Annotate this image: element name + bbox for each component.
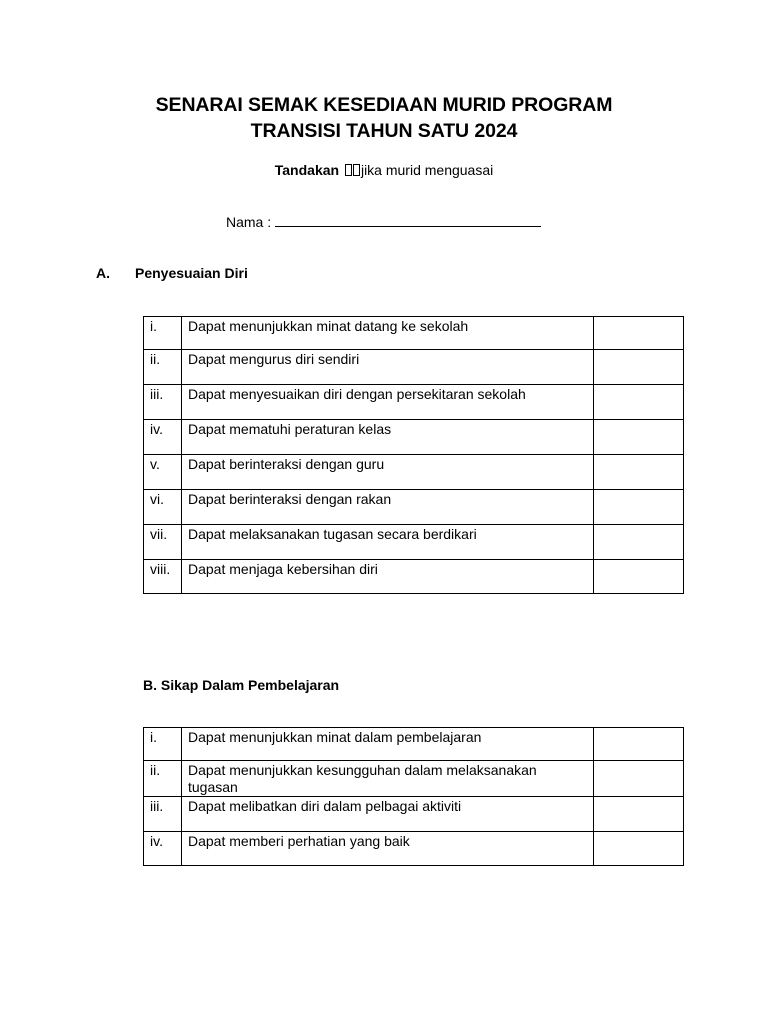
instruction-text [0, 160, 768, 180]
item-text: Dapat berinteraksi dengan guru [182, 455, 594, 490]
item-number: iii. [144, 797, 182, 832]
item-text: Dapat melibatkan diri dalam pelbagai aktiviti [182, 797, 594, 832]
instruction-bold: Tandakan [274, 162, 340, 178]
section-a-letter: A. [96, 265, 110, 281]
table-row [144, 455, 684, 490]
item-text: Dapat mematuhi peraturan kelas [182, 420, 594, 455]
check-cell[interactable] [594, 420, 684, 455]
table-row [144, 525, 684, 560]
item-text: Dapat menyesuaikan diri dengan persekitaran sekolah [182, 385, 594, 420]
check-cell[interactable] [594, 317, 684, 350]
item-text: Dapat menunjukkan minat datang ke sekolah [182, 317, 594, 350]
item-number: iv. [144, 420, 182, 455]
item-text: Dapat memberi perhatian yang baik [182, 832, 594, 866]
item-number: i. [144, 728, 182, 761]
check-cell[interactable] [594, 385, 684, 420]
item-number: ii. [144, 761, 182, 797]
check-cell[interactable] [594, 560, 684, 594]
item-number: iv. [144, 832, 182, 866]
table-row [144, 385, 684, 420]
table-row [144, 797, 684, 832]
table-row [144, 317, 684, 350]
check-cell[interactable] [594, 350, 684, 385]
check-cell[interactable] [594, 525, 684, 560]
table-row [144, 560, 684, 594]
check-cell[interactable] [594, 728, 684, 761]
item-text: Dapat berinteraksi dengan rakan [182, 490, 594, 525]
item-number: v. [144, 455, 182, 490]
document-title-line-1: SENARAI SEMAK KESEDIAAN MURID PROGRAM [155, 94, 613, 116]
check-cell[interactable] [594, 797, 684, 832]
section-b-title: B. Sikap Dalam Pembelajaran [143, 677, 340, 693]
table-row [144, 490, 684, 525]
table-row [144, 350, 684, 385]
section-b-checklist-table [143, 727, 684, 866]
item-number: vii. [144, 525, 182, 560]
item-number: iii. [144, 385, 182, 420]
item-text: Dapat mengurus diri sendiri [182, 350, 594, 385]
table-row [144, 761, 684, 797]
check-cell[interactable] [594, 832, 684, 866]
item-number: ii. [144, 350, 182, 385]
section-a-title: Penyesuaian Diri [135, 265, 248, 281]
section-a-checklist-table [143, 316, 684, 594]
item-text: Dapat menjaga kebersihan diri [182, 560, 594, 594]
check-cell[interactable] [594, 761, 684, 797]
item-number: i. [144, 317, 182, 350]
table-row [144, 832, 684, 866]
check-cell[interactable] [594, 490, 684, 525]
table-row [144, 420, 684, 455]
table-row [144, 728, 684, 761]
item-text: Dapat menunjukkan minat dalam pembelajaran [182, 728, 594, 761]
tick-box-icon [353, 164, 360, 176]
instruction-rest: jika murid menguasai [360, 162, 494, 178]
check-cell[interactable] [594, 455, 684, 490]
tick-box-icon [345, 164, 352, 176]
item-text: Dapat melaksanakan tugasan secara berdikari [182, 525, 594, 560]
name-field-row [226, 212, 541, 232]
document-title-line-2: TRANSISI TAHUN SATU 2024 [250, 120, 518, 142]
name-label: Nama : [226, 214, 272, 230]
item-text: Dapat menunjukkan kesungguhan dalam melaksanakan tugasan [182, 761, 594, 797]
name-blank-line[interactable] [275, 212, 541, 227]
item-number: vi. [144, 490, 182, 525]
item-number: viii. [144, 560, 182, 594]
